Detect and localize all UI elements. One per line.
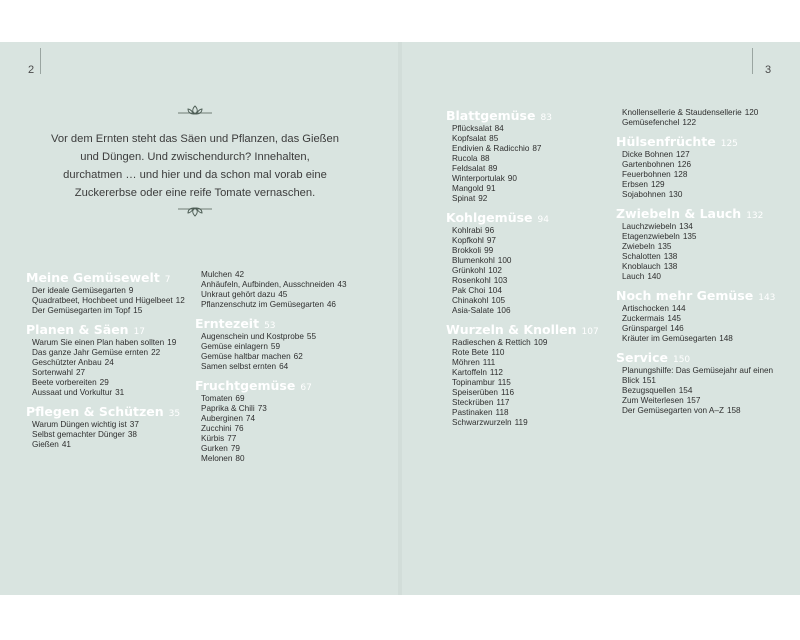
toc-entry[interactable]: Geschützter Anbau 24 — [32, 358, 114, 367]
toc-entry[interactable]: Das ganze Jahr Gemüse ernten 22 — [32, 348, 161, 357]
section-heading[interactable]: Blattgemüse 83 — [446, 108, 552, 123]
section-heading[interactable]: Pflegen & Schützen 35 — [26, 404, 181, 419]
toc-entry[interactable]: Der Gemüsegarten im Topf 15 — [32, 306, 143, 315]
page-rule-right — [752, 48, 753, 74]
toc-entry[interactable]: Mangold 91 — [452, 184, 496, 193]
toc-entry[interactable]: Steckrüben 117 — [452, 398, 510, 407]
toc-entry[interactable]: Winterportulak 90 — [452, 174, 517, 183]
section-heading[interactable]: Erntezeit 53 — [195, 316, 276, 331]
toc-entry[interactable]: Blumenkohl 100 — [452, 256, 512, 265]
toc-entry[interactable]: Speiserüben 116 — [452, 388, 515, 397]
toc-entry[interactable]: Feuerbohnen 128 — [622, 170, 688, 179]
toc-entry[interactable]: Pak Choi 104 — [452, 286, 502, 295]
toc-entry[interactable]: Planungshilfe: Das Gemüsejahr auf einen Blick 151 — [622, 366, 774, 385]
toc-entry[interactable]: Augenschein und Kostprobe 55 — [201, 332, 316, 341]
toc-entry[interactable]: Kohlrabi 96 — [452, 226, 495, 235]
toc-entry[interactable]: Aussaat und Vorkultur 31 — [32, 388, 125, 397]
toc-entry[interactable]: Zuckermais 145 — [622, 314, 681, 323]
section-heading[interactable]: Planen & Säen 17 — [26, 322, 146, 337]
toc-entry[interactable]: Schalotten 138 — [622, 252, 678, 261]
toc-entry[interactable]: Asia-Salate 106 — [452, 306, 511, 315]
toc-entry[interactable]: Beete vorbereiten 29 — [32, 378, 109, 387]
section-heading[interactable]: Wurzeln & Knollen 107 — [446, 322, 599, 337]
toc-entry[interactable]: Unkraut gehört dazu 45 — [201, 290, 288, 299]
toc-entry[interactable]: Artischocken 144 — [622, 304, 686, 313]
section-heading[interactable]: Fruchtgemüse 67 — [195, 378, 312, 393]
toc-entry[interactable]: Kartoffeln 112 — [452, 368, 503, 377]
toc-entry[interactable]: Radieschen & Rettich 109 — [452, 338, 548, 347]
book-spread — [0, 42, 800, 595]
toc-entry[interactable]: Erbsen 129 — [622, 180, 665, 189]
toc-entry[interactable]: Mulchen 42 — [201, 270, 245, 279]
ornament-top-icon — [178, 104, 212, 118]
toc-entry[interactable]: Zum Weiterlesen 157 — [622, 396, 701, 405]
toc-entry[interactable]: Quadratbeet, Hochbeet und Hügelbeet 12 — [32, 296, 185, 305]
toc-entry[interactable]: Sojabohnen 130 — [622, 190, 683, 199]
section-heading[interactable]: Hülsenfrüchte 125 — [616, 134, 738, 149]
toc-entry[interactable]: Gurken 79 — [201, 444, 240, 453]
toc-entry[interactable]: Gießen 41 — [32, 440, 71, 449]
toc-entry[interactable]: Kopfkohl 97 — [452, 236, 496, 245]
toc-entry[interactable]: Zucchini 76 — [201, 424, 244, 433]
toc-entry[interactable]: Selbst gemachter Dünger 38 — [32, 430, 137, 439]
toc-entry[interactable]: Chinakohl 105 — [452, 296, 506, 305]
toc-entry[interactable]: Rucola 88 — [452, 154, 490, 163]
toc-entry[interactable]: Samen selbst ernten 64 — [201, 362, 289, 371]
toc-entry[interactable]: Dicke Bohnen 127 — [622, 150, 690, 159]
toc-entry[interactable]: Kräuter im Gemüsegarten 148 — [622, 334, 733, 343]
section-heading[interactable]: Zwiebeln & Lauch 132 — [616, 206, 764, 221]
toc-entry[interactable]: Gemüsefenchel 122 — [622, 118, 697, 127]
toc-entry[interactable]: Warum Sie einen Plan haben sollten 19 — [32, 338, 177, 347]
toc-entry[interactable]: Lauchzwiebeln 134 — [622, 222, 693, 231]
toc-entry[interactable]: Spinat 92 — [452, 194, 488, 203]
toc-column-1 — [26, 270, 194, 450]
book-gutter — [398, 42, 402, 595]
toc-entry[interactable]: Kürbis 77 — [201, 434, 237, 443]
toc-entry[interactable]: Rote Bete 110 — [452, 348, 505, 357]
page-number-left: 2 — [28, 64, 35, 76]
toc-entry[interactable]: Paprika & Chili 73 — [201, 404, 267, 413]
toc-entry[interactable]: Zwiebeln 135 — [622, 242, 672, 251]
toc-entry[interactable]: Topinambur 115 — [452, 378, 511, 387]
toc-entry[interactable]: Auberginen 74 — [201, 414, 255, 423]
page-number-right: 3 — [765, 64, 772, 76]
toc-entry[interactable]: Melonen 80 — [201, 454, 245, 463]
toc-entry[interactable]: Pastinaken 118 — [452, 408, 509, 417]
toc-entry[interactable]: Der ideale Gemüsegarten 9 — [32, 286, 134, 295]
toc-entry[interactable]: Lauch 140 — [622, 272, 661, 281]
toc-entry[interactable]: Gemüse einlagern 59 — [201, 342, 281, 351]
toc-entry[interactable]: Etagenzwiebeln 135 — [622, 232, 697, 241]
toc-entry[interactable]: Grünspargel 146 — [622, 324, 684, 333]
toc-column-2 — [195, 270, 395, 464]
section-heading[interactable]: Noch mehr Gemüse 143 — [616, 288, 776, 303]
toc-entry[interactable]: Pflanzenschutz im Gemüsegarten 46 — [201, 300, 336, 309]
intro-text: Vor dem Ernten steht das Säen und Pflanzen, das Gießen und Düngen. Und zwischendurch? Innehalten, durchatmen … und hier und da schon mal vorab eine Zuckererbse oder eine reife Tomate vernaschen. — [51, 133, 339, 199]
toc-entry[interactable]: Feldsalat 89 — [452, 164, 498, 173]
toc-entry[interactable]: Rosenkohl 103 — [452, 276, 508, 285]
toc-entry[interactable]: Knollensellerie & Staudensellerie 120 — [622, 108, 759, 117]
toc-entry[interactable]: Gartenbohnen 126 — [622, 160, 692, 169]
toc-column-4 — [616, 108, 792, 416]
toc-entry[interactable]: Kopfsalat 85 — [452, 134, 499, 143]
toc-column-3 — [446, 108, 614, 428]
toc-entry[interactable]: Warum Düngen wichtig ist 37 — [32, 420, 139, 429]
toc-entry[interactable]: Grünkohl 102 — [452, 266, 502, 275]
section-heading[interactable]: Meine Gemüsewelt 7 — [26, 270, 171, 285]
toc-entry[interactable]: Knoblauch 138 — [622, 262, 678, 271]
page-rule-left — [40, 48, 41, 74]
toc-entry[interactable]: Sortenwahl 27 — [32, 368, 86, 377]
toc-entry[interactable]: Schwarzwurzeln 119 — [452, 418, 528, 427]
toc-entry[interactable]: Pflücksalat 84 — [452, 124, 504, 133]
toc-entry[interactable]: Tomaten 69 — [201, 394, 245, 403]
section-heading[interactable]: Service 150 — [616, 350, 691, 365]
section-heading[interactable]: Kohlgemüse 94 — [446, 210, 549, 225]
toc-entry[interactable]: Endivien & Radicchio 87 — [452, 144, 542, 153]
ornament-bottom-icon — [178, 204, 212, 218]
toc-entry[interactable]: Möhren 111 — [452, 358, 496, 367]
toc-entry[interactable]: Der Gemüsegarten von A–Z 158 — [622, 406, 741, 415]
toc-entry[interactable]: Brokkoli 99 — [452, 246, 494, 255]
toc-entry[interactable]: Gemüse haltbar machen 62 — [201, 352, 303, 361]
toc-entry[interactable]: Bezugsquellen 154 — [622, 386, 693, 395]
toc-entry[interactable]: Anhäufeln, Aufbinden, Ausschneiden 43 — [201, 280, 347, 289]
